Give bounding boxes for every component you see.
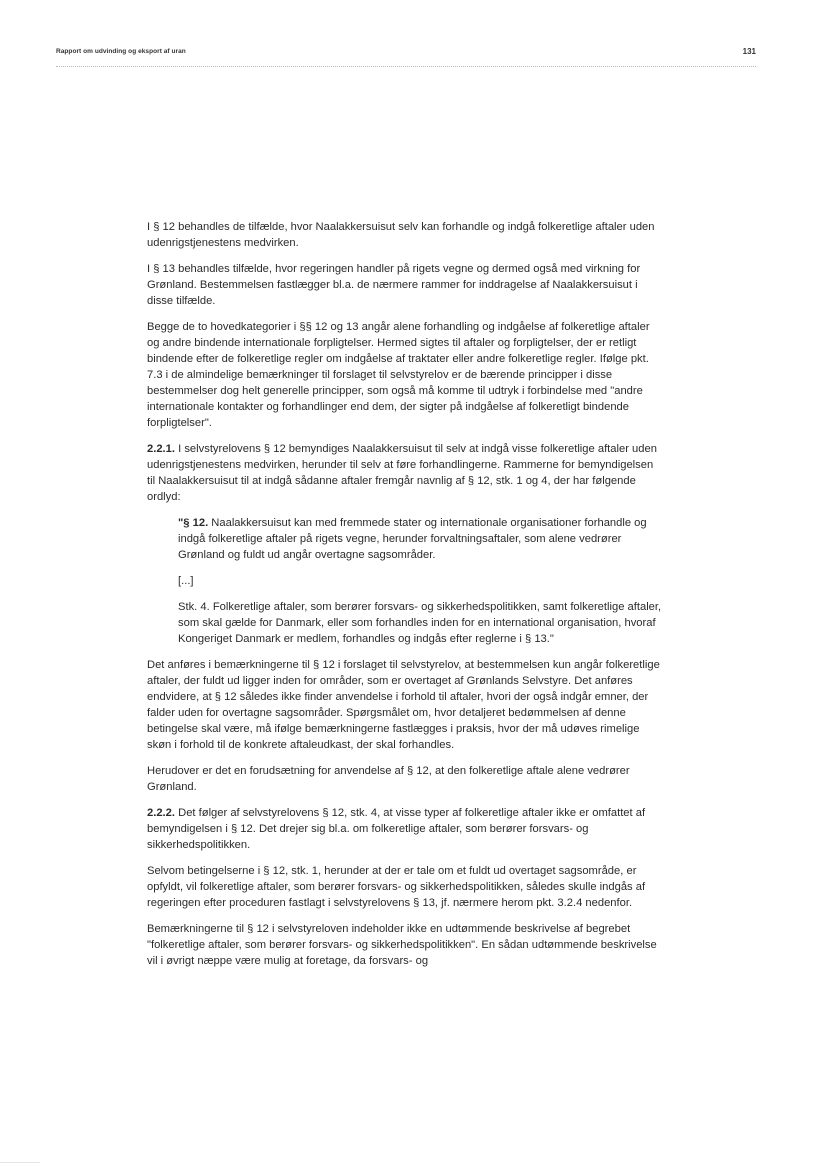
section-text: I selvstyrelovens § 12 bemyndiges Naalakkersuisut til selv at indgå visse folkeretlige aftaler uden udenrigstjenestens medvirken, herunder til selv at føre forhandlingerne. Rammerne for bemyndigelsen til Naalakkersuisut til at indgå sådanne aftaler fremgår navnlig af § 12, stk. 1 og 4, der har følgende ordlyd: [147, 443, 657, 503]
section-number: 2.2.1. [147, 443, 175, 455]
section-number: 2.2.2. [147, 807, 175, 819]
page-header [56, 46, 756, 67]
section-2-2-1 [147, 441, 662, 505]
quote-ellipsis: [...] [178, 575, 194, 587]
quote-text: Naalakkersuisut kan med fremmede stater og internationale organisationer forhandle og indgå folkeretlige aftaler på rigets vegne, herunder forvaltningsaftaler, som alene vedrører Grønland og fuldt ud angår overtagne sagsområder. [178, 517, 647, 561]
section-2-2-2 [147, 805, 662, 853]
paragraph: Selvom betingelserne i § 12, stk. 1, herunder at der er tale om et fuldt ud overtaget sagsområde, er opfyldt, vil folkeretlige aftaler, som berører forsvars- og sikkerhedspolitikken, således skulle indgås af regeringen efter proceduren fastlagt i selvstyrelovens § 13, jf. nærmere herom pkt. 3.2.4 nedenfor. [147, 865, 646, 909]
quote-paragraph: Stk. 4. Folkeretlige aftaler, som berører forsvars- og sikkerhedspolitikken, samt folkeretlige aftaler, som skal gælde for Danmark, eller som forhandles inden for en international organisation, hvoraf Kongeriget Danmark er medlem, forhandles og indgås efter reglerne i § 13." [178, 601, 662, 645]
page-number: 131 [742, 47, 756, 56]
paragraph: I § 12 behandles de tilfælde, hvor Naalakkersuisut selv kan forhandle og indgå folkeretlige aftaler uden udenrigstjenestens medvirken. [147, 221, 655, 249]
paragraph: I § 13 behandles tilfælde, hvor regeringen handler på rigets vegne og dermed også med virkning for Grønland. Bestemmelsen fastlægger bl.a. de nærmere rammer for inddragelse af Naalakkersuisut i disse tilfælde. [147, 263, 641, 307]
paragraph: Begge de to hovedkategorier i §§ 12 og 13 angår alene forhandling og indgåelse af folkeretlige aftaler og andre bindende internationale forpligtelser. Hermed sigtes til aftaler og forpligtelser, der er retligt bindende efter de folkeretlige regler om indgåelse af traktater eller andre folkeretlige regler. Ifølge pkt. 7.3 i de almindelige bemærkninger til forslaget til selvstyrelov er de bærende principper i disse bestemmelser dog helt generelle principper, som også må komme til udtryk i forbindelse med "andre internationale kontakter og forhandlinger end dem, der sigter på indgåelse af folkeretligt bindende forpligtelser". [147, 321, 650, 429]
paragraph: Bemærkningerne til § 12 i selvstyreloven indeholder ikke en udtømmende beskrivelse af begrebet "folkeretlige aftaler, som berører forsvars- og sikkerhedspolitikken". En sådan udtømmende beskrivelse vil i øvrigt næppe være mulig at foretage, da forsvars- og [147, 923, 657, 967]
paragraph: Det anføres i bemærkningerne til § 12 i forslaget til selvstyrelov, at bestemmelsen kun angår folkeretlige aftaler, der fuldt ud ligger inden for områder, som er overtaget af Grønlands Selvstyre. Det anføres endvidere, at § 12 således ikke finder anvendelse i forhold til aftaler, hvori der også indgår emner, der falder uden for overtagne sagsområder. Spørgsmålet om, hvor detaljeret bedømmelsen af denne betingelse skal være, må ifølge bemærkningerne fastlægges i praksis, hvor der må udøves rimelige skøn i forhold til de konkrete aftaleudkast, der skal forhandles. [147, 659, 660, 751]
section-text: Det følger af selvstyrelovens § 12, stk. 4, at visse typer af folkeretlige aftaler ikke er omfattet af bemyndigelsen i § 12. Det drejer sig bl.a. om folkeretlige aftaler, som berører forsvars- og sikkerhedspolitikken. [147, 807, 646, 851]
page-edge-mark [0, 1162, 40, 1163]
quote-paragraph [178, 515, 662, 563]
law-quote [178, 515, 662, 647]
quote-heading: "§ 12. [178, 517, 209, 529]
running-title: Rapport om udvinding og eksport af uran [56, 48, 186, 55]
document-body [147, 219, 662, 979]
paragraph: Herudover er det en forudsætning for anvendelse af § 12, at den folkeretlige aftale alene vedrører Grønland. [147, 765, 630, 793]
